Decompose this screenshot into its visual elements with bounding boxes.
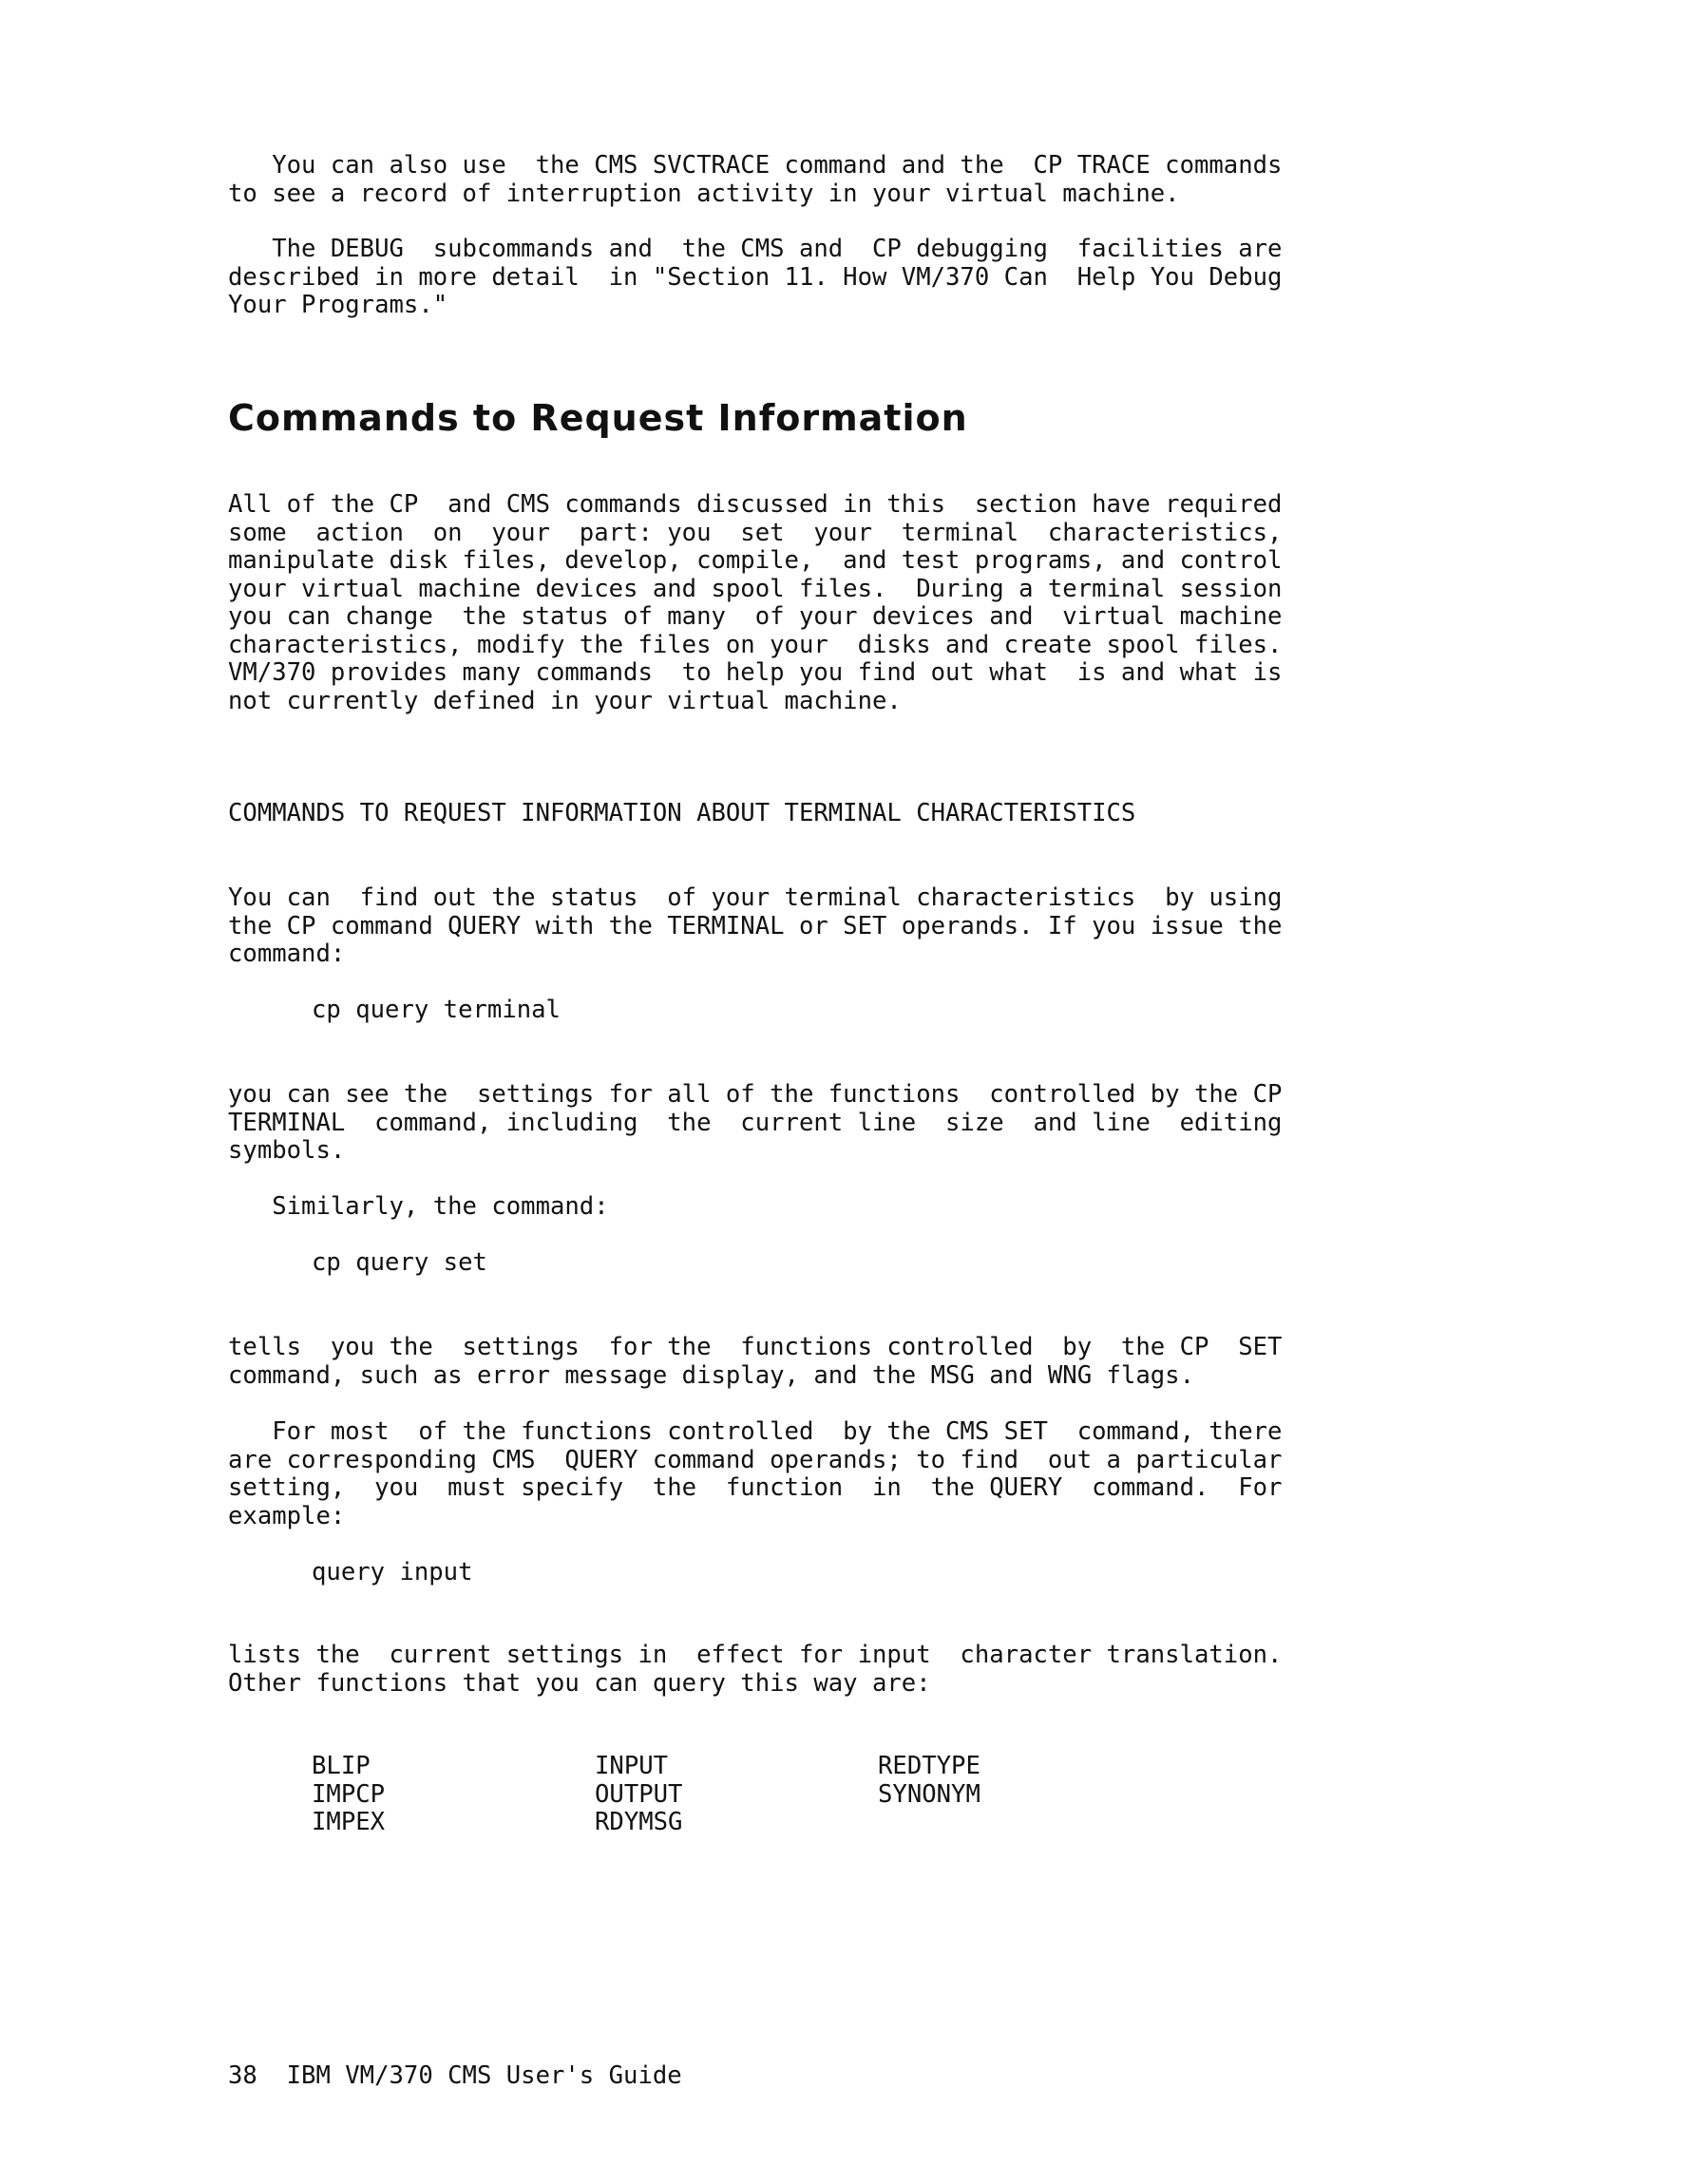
section-paragraph: All of the CP and CMS commands discussed in this section have required some action on your part: you set your terminal characteristics, manipulate disk files, develop, compile, and test programs, and control your virtual machine devices and spool files. During a terminal session you can change the status of many of your devices and virtual machine characteristics, modify the files on your disks and create spool files. VM/370 provides many commands to help you find out what is and what is not currently defined in your virtual machine. <box>228 490 1283 715</box>
query-functions-column-2 <box>595 1753 878 1837</box>
list-item: IMPCP <box>312 1779 386 1809</box>
command-example-query-set: cp query set <box>312 1248 487 1277</box>
terminal-paragraph-6: lists the current settings in effect for input character translation. Other functions that you can query this way are: <box>228 1641 1283 1698</box>
terminal-paragraph-5: For most of the functions controlled by the CMS SET command, there are corresponding CMS QUERY command operands; to find out a particular setting, you must specify the function in the QUERY command. For example: <box>228 1417 1283 1530</box>
query-functions-column-3 <box>878 1753 1161 1837</box>
list-item: OUTPUT <box>595 1779 683 1809</box>
terminal-paragraph-4: tells you the settings for the functions controlled by the CP SET command, such as error message display, and the MSG and WNG flags. <box>228 1333 1283 1390</box>
list-item: SYNONYM <box>878 1779 980 1809</box>
list-item: RDYMSG <box>595 1808 683 1836</box>
query-functions-column-1 <box>312 1753 595 1837</box>
terminal-paragraph-3: Similarly, the command: <box>228 1192 609 1221</box>
terminal-paragraph-1: You can find out the status of your terminal characteristics by using the CP command QUERY with the TERMINAL or SET operands. If you issue the command: <box>228 883 1283 968</box>
list-item: IMPEX <box>312 1808 386 1836</box>
terminal-paragraph-2: you can see the settings for all of the functions controlled by the CP TERMINAL command, including the current line size and line editing symbols. <box>228 1080 1283 1165</box>
intro-paragraph-trace: You can also use the CMS SVCTRACE command and the CP TRACE commands to see a record of interruption activity in your virtual machine. <box>228 151 1283 208</box>
intro-paragraph-debug: The DEBUG subcommands and the CMS and CP debugging facilities are described in more detail in "Section 11. How VM/370 Can Help You Debug Your Programs." <box>228 235 1283 319</box>
list-item: REDTYPE <box>878 1752 980 1780</box>
list-item: BLIP <box>312 1752 371 1780</box>
section-title: Commands to Request Information <box>228 397 968 439</box>
command-example-query-terminal: cp query terminal <box>312 996 561 1024</box>
query-functions-list <box>312 1753 1161 1837</box>
subsection-title: COMMANDS TO REQUEST INFORMATION ABOUT TERMINAL CHARACTERISTICS <box>228 799 1136 827</box>
page-footer: 38 IBM VM/370 CMS User's Guide <box>228 2061 682 2090</box>
list-item: INPUT <box>595 1752 669 1780</box>
command-example-query-input: query input <box>312 1558 473 1586</box>
